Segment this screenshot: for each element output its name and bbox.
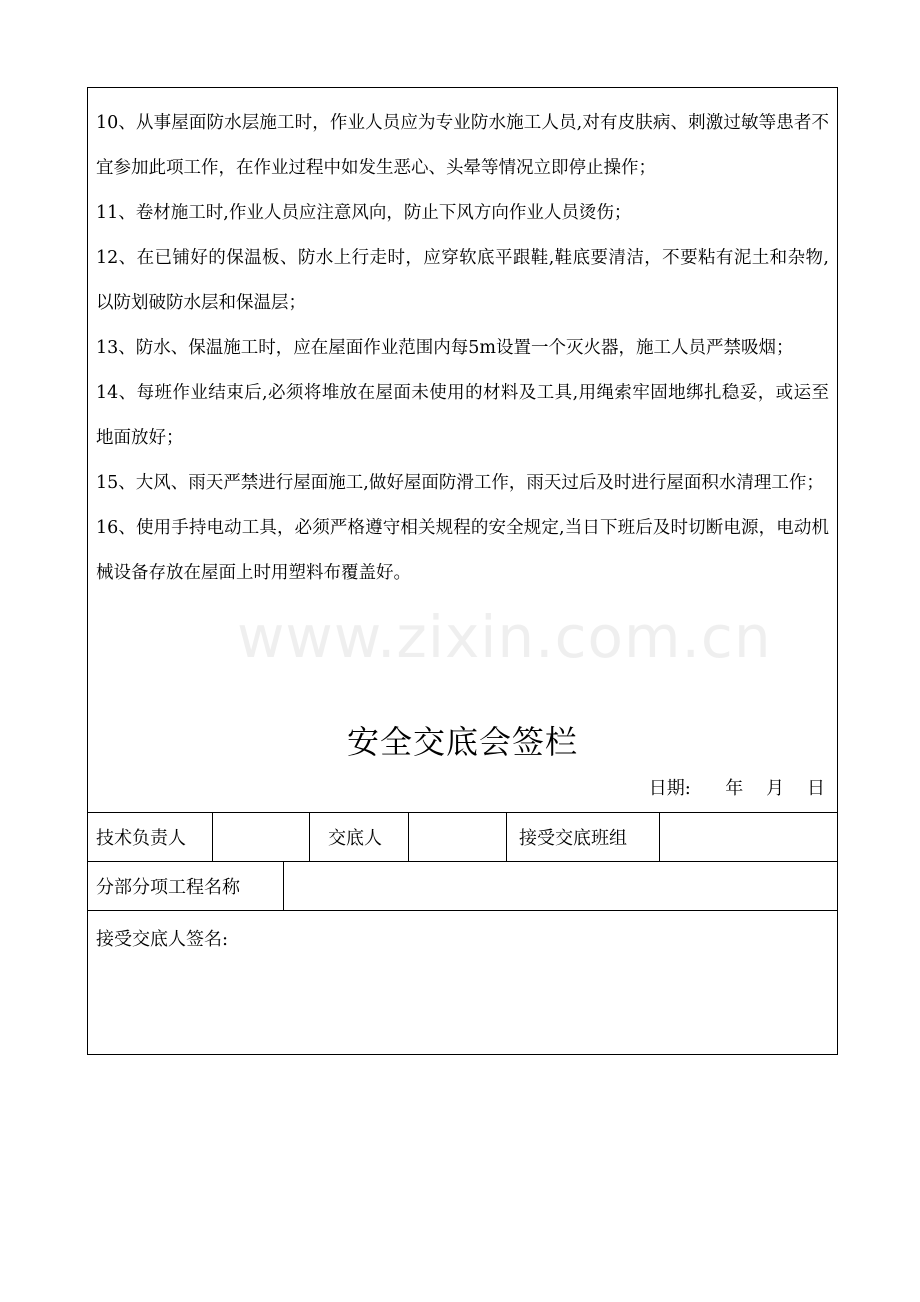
sign-section-title: 安全交底会签栏 <box>346 723 578 761</box>
tech-lead-label: 技术负责人 <box>96 828 186 849</box>
date-label: 日期: <box>648 778 691 799</box>
receiving-team-label: 接受交底班组 <box>506 813 659 861</box>
clause-12: 12、在已铺好的保温板、防水上行走时，应穿软底平跟鞋,鞋底要清洁，不要粘有泥土和杂物,以防划破防水层和保温层； <box>96 248 829 313</box>
clause-10: 10、从事屋面防水层施工时，作业人员应为专业防水施工人员,对有皮肤病、刺激过敏等患者不宜参加此项工作，在作业过程中如发生恶心、头晕等情况立即停止操作； <box>96 113 829 178</box>
clause-11: 11、卷材施工时,作业人员应注意风向，防止下风方向作业人员烫伤； <box>96 203 632 223</box>
table-row-personnel <box>88 812 837 861</box>
date-year: 年 <box>725 778 744 799</box>
clause-16: 16、使用手持电动工具，必须严格遵守相关规程的安全规定,当日下班后及时切断电源，电动机械设备存放在屋面上时用塑料布覆盖好。 <box>96 518 829 583</box>
safety-briefing-form <box>87 87 838 1055</box>
clause-15: 15、大风、雨天严禁进行屋面施工,做好屋面防滑工作，雨天过后及时进行屋面积水清理工作； <box>96 473 824 493</box>
clause-14: 14、每班作业结束后,必须将堆放在屋面未使用的材料及工具,用绳索牢固地绑扎稳妥，或运至地面放好； <box>96 383 829 448</box>
receiving-team-field[interactable] <box>659 813 837 861</box>
presenter-label: 交底人 <box>309 813 408 861</box>
tech-lead-field[interactable] <box>212 813 309 861</box>
safety-clauses <box>96 101 829 596</box>
date-month: 月 <box>766 778 785 799</box>
site-watermark: www.zixin.com.cn <box>237 603 772 671</box>
table-row-project <box>88 861 837 910</box>
table-row-signature <box>88 910 837 1054</box>
recipient-signature-area[interactable] <box>88 911 837 1054</box>
clause-13: 13、防水、保温施工时，应在屋面作业范围内每5m设置一个灭火器，施工人员严禁吸烟； <box>96 338 794 358</box>
project-name-label: 分部分项工程名称 <box>96 877 240 898</box>
recipient-signature-label: 接受交底人签名: <box>96 929 229 950</box>
date-day: 日 <box>807 778 825 799</box>
project-name-field[interactable] <box>283 862 837 910</box>
date-line <box>649 774 825 804</box>
presenter-field[interactable] <box>408 813 506 861</box>
